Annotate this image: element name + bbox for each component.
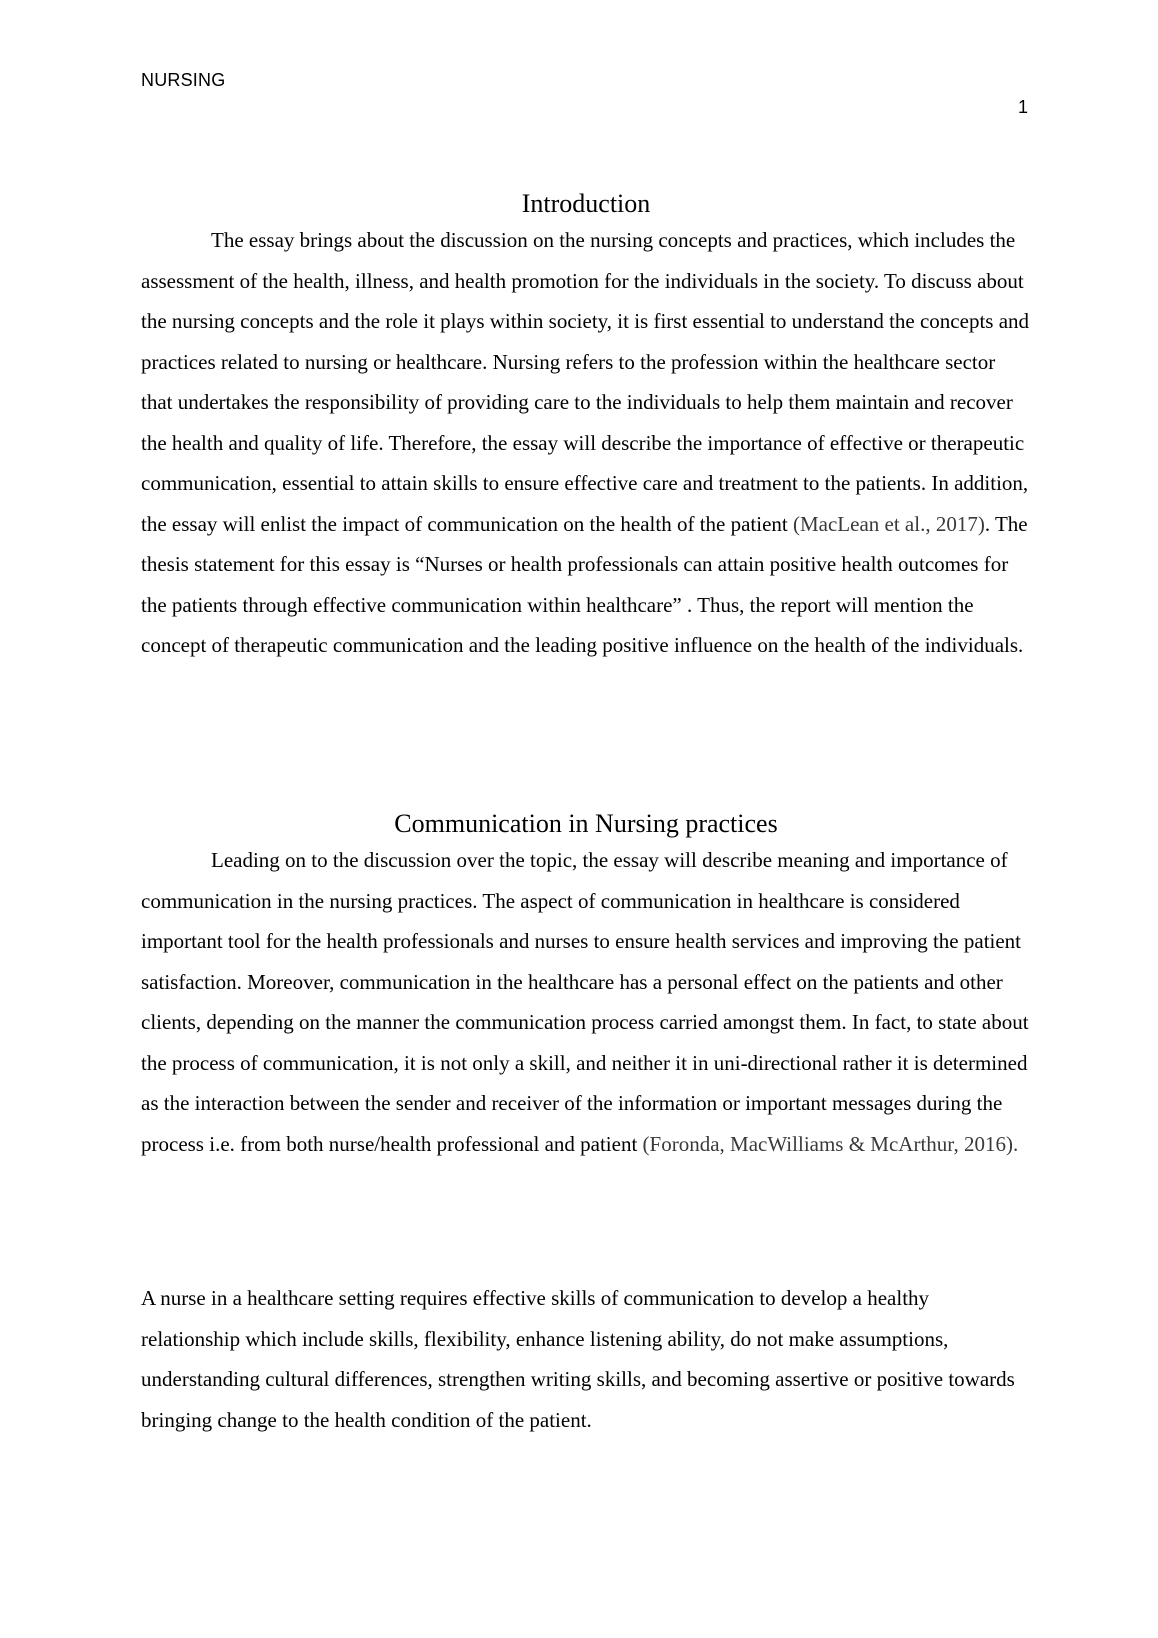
communication-text: Leading on to the discussion over the topic, the essay will describe meaning and importance of communication in the nursing practices. The aspect of communication in healthcare is considered important tool for the health professionals and nurses to ensure health services and improving the patient satisfaction. Moreover, communication in the healthcare has a personal effect on the patients and other clients, depending on the manner the communication process carried amongst them. In fact, to state about the process of communication, it is not only a skill, and neither it in uni-directional rather it is determined as the interaction between the sender and receiver of the information or important messages during the process i.e. from both nurse/health professional and patient	[141, 848, 1029, 1156]
nurse-skills-paragraph: A nurse in a healthcare setting requires effective skills of communication to develop a healthy relationship which include skills, flexibility, enhance listening ability, do not make assumptions, understanding cultural differences, strengthen writing skills, and becoming assertive or positive towards bringing change to the health condition of the patient.	[141, 1286, 1015, 1432]
communication-paragraph	[141, 840, 1031, 1164]
nurse-skills-section	[141, 1278, 1031, 1440]
communication-section	[141, 808, 1031, 1164]
running-head: NURSING	[141, 70, 226, 90]
introduction-heading: Introduction	[521, 189, 651, 218]
introduction-text-continued: . The thesis statement for this essay is “Nurses or health professionals can attain positive health outcomes for the patients through effective communication within healthcare” . Thus, the report will mention the concept of therapeutic communication and the leading positive influence on the health of the individuals.	[141, 511, 1028, 657]
communication-heading: Communication in Nursing practices	[394, 809, 778, 838]
introduction-citation: (MacLean et al., 2017)	[793, 511, 985, 536]
page-number: 1	[1017, 97, 1028, 117]
introduction-section	[141, 188, 1031, 666]
communication-citation: (Foronda, MacWilliams & McArthur, 2016).	[642, 1131, 1019, 1156]
introduction-text: The essay brings about the discussion on the nursing concepts and practices, which includes the assessment of the health, illness, and health promotion for the individuals in the society. To discuss about the nursing concepts and the role it plays within society, it is first essential to understand the concepts and practices related to nursing or healthcare. Nursing refers to the profession within the healthcare sector that undertakes the responsibility of providing care to the individuals to help them maintain and recover the health and quality of life. Therefore, the essay will describe the importance of effective or therapeutic communication, essential to attain skills to ensure effective care and treatment to the patients. In addition, the essay will enlist the impact of communication on the health of the patient	[141, 228, 1030, 536]
introduction-paragraph	[141, 220, 1031, 666]
